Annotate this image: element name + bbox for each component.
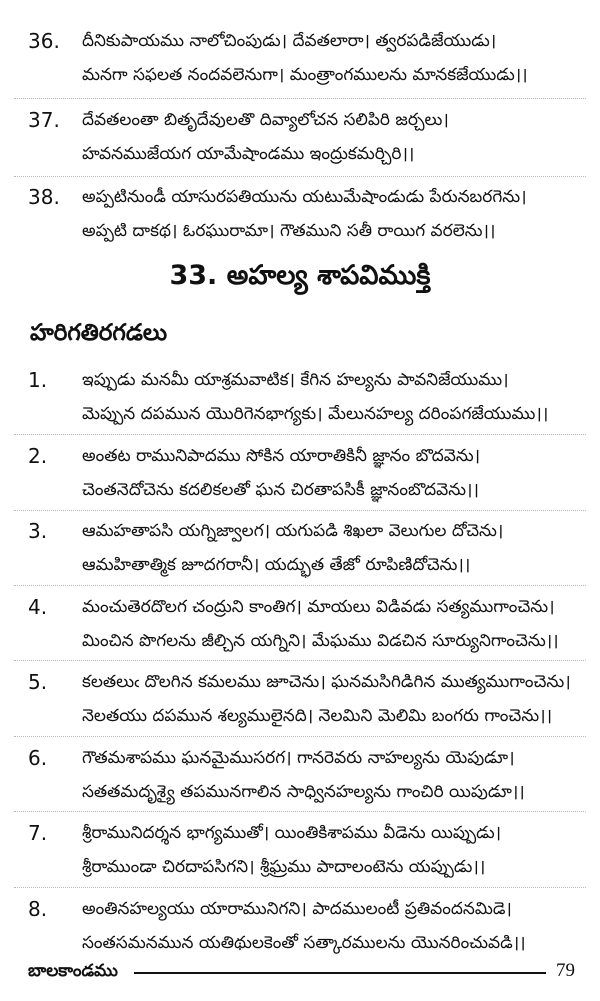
verse-line: చెంతనెదోచెను కదలికలతో ఘన చిరతాపసికీ జ్ఞానంబొదవెను।। [82, 480, 479, 500]
verse-line: ఆమహితాత్మిక జూదగరానీ। యద్భుత తేజో రూపిణిదోచెను।। [82, 555, 471, 575]
verse-line: మెప్పున దపమున యొరిగెనభాగ్యకు। మేలునహల్య దరింపగజేయుము।। [82, 404, 549, 424]
footer-rule [134, 972, 546, 974]
verse-separator [14, 887, 586, 888]
verse-number: 6. [28, 746, 48, 770]
verse-line: సతతమదృశ్యై తపమునగాలిన సాధ్వినహల్యను గాంచిరి యిపుడూ।। [82, 782, 525, 802]
verse-line: శ్రీరాముండా చిరదాపసిగని। శ్రీఘ్రము పాదాలంటెను యప్పుడు।। [82, 857, 486, 877]
verse-line: గౌతమశాపము ఘనమైముసరగ। గానరెవరు నాహల్యను యెపుడూ। [82, 748, 515, 768]
verse-number: 38. [28, 185, 60, 209]
verse-number: 4. [28, 595, 48, 619]
verse-number: 5. [28, 670, 48, 694]
verse-number: 37. [28, 108, 60, 132]
footer-section-title: బాలకాండము [28, 961, 118, 981]
verse-line: మనగా సఫలత నందవలెనుగా। మంత్రాంగములను మానకజేయుడు।। [82, 65, 528, 85]
section-subheading: హరిగతిరగడలు [30, 320, 168, 346]
verse-line: అప్పటినుండీ యాసురపతియును యటుమేషాండుడు పేరునబరగెను। [82, 187, 527, 207]
verse-line: ఆమహతాపసి యగ్నిజ్వాలగ। యగుపడి శిఖలా వెలుగుల దోచెను। [82, 521, 504, 541]
verse-separator [14, 811, 586, 812]
verse-separator [14, 98, 586, 99]
verse-number: 3. [28, 519, 48, 543]
verse-separator [14, 176, 586, 177]
verse-line: సంతసమనమున యతిథులకెంతో సత్కారములను యొనరించువడి।। [82, 933, 526, 953]
verse-line: నెలతయు దపమున శల్యములైనది। నెలమిని మెలిమి బంగరు గాంచెను।। [82, 706, 553, 726]
verse-number: 1. [28, 368, 48, 392]
page-number: 79 [556, 960, 575, 981]
verse-line: శ్రీరామునిదర్శన భాగ్యముతో। యింతికిశాపము వీడెను యిప్పుడు। [82, 823, 502, 843]
verse-line: మంచుతెరదొలగ చంద్రుని కాంతిగ। మాయలు విడివడు సత్యముగాంచెను। [82, 597, 555, 617]
verse-number: 2. [28, 444, 48, 468]
verse-line: అంతట రామునిపాదము సోకిన యారాతికినీ జ్ఞానం బొదవెను। [82, 446, 481, 466]
verse-separator [14, 736, 586, 737]
verse-number: 8. [28, 897, 48, 921]
verse-line: కలతలుఁ దొలగిన కమలము జూచెను। ఘనమసిగిడిగిన ముత్యముగాంచెను। [82, 672, 571, 692]
verse-line: అప్పటి దాకథ। ఓరఘురామా। గౌతముని సతీ రాయిగ వరలెను।। [82, 221, 496, 241]
verse-line: హవనముజేయగ యామేషాండము ఇంద్రుకమర్చిరి।। [82, 144, 415, 164]
verse-separator [14, 585, 586, 586]
verse-separator [14, 434, 586, 435]
verse-number: 7. [28, 821, 48, 845]
verse-line: మించిన పొగలను జీల్చిన యగ్నిని। మేఘము విడచిన సూర్యునిగాంచెను।। [82, 631, 559, 651]
verse-line: దేవతలంతా బితృదేవులతొ దివ్యాలోచన సలిపిరి జర్చలు। [82, 110, 449, 130]
verse-separator [14, 510, 586, 511]
section-heading: 33. అహల్య శాపవిముక్తి [169, 260, 431, 291]
verse-separator [14, 660, 586, 661]
verse-line: దీనికుపాయము నాలోచింపుడు। దేవతలారా। త్వరపడిజేయుడు। [82, 31, 497, 51]
verse-line: అంతినహల్యయు యారామునిగని। పాదములంటీ ప్రతివందనమిడె। [82, 899, 512, 919]
verse-number: 36. [28, 29, 60, 53]
verse-line: ఇప్పుడు మనమీ యాశ్రమవాటిక। కేగిన హల్యను పావనిజేయుము। [82, 370, 509, 390]
